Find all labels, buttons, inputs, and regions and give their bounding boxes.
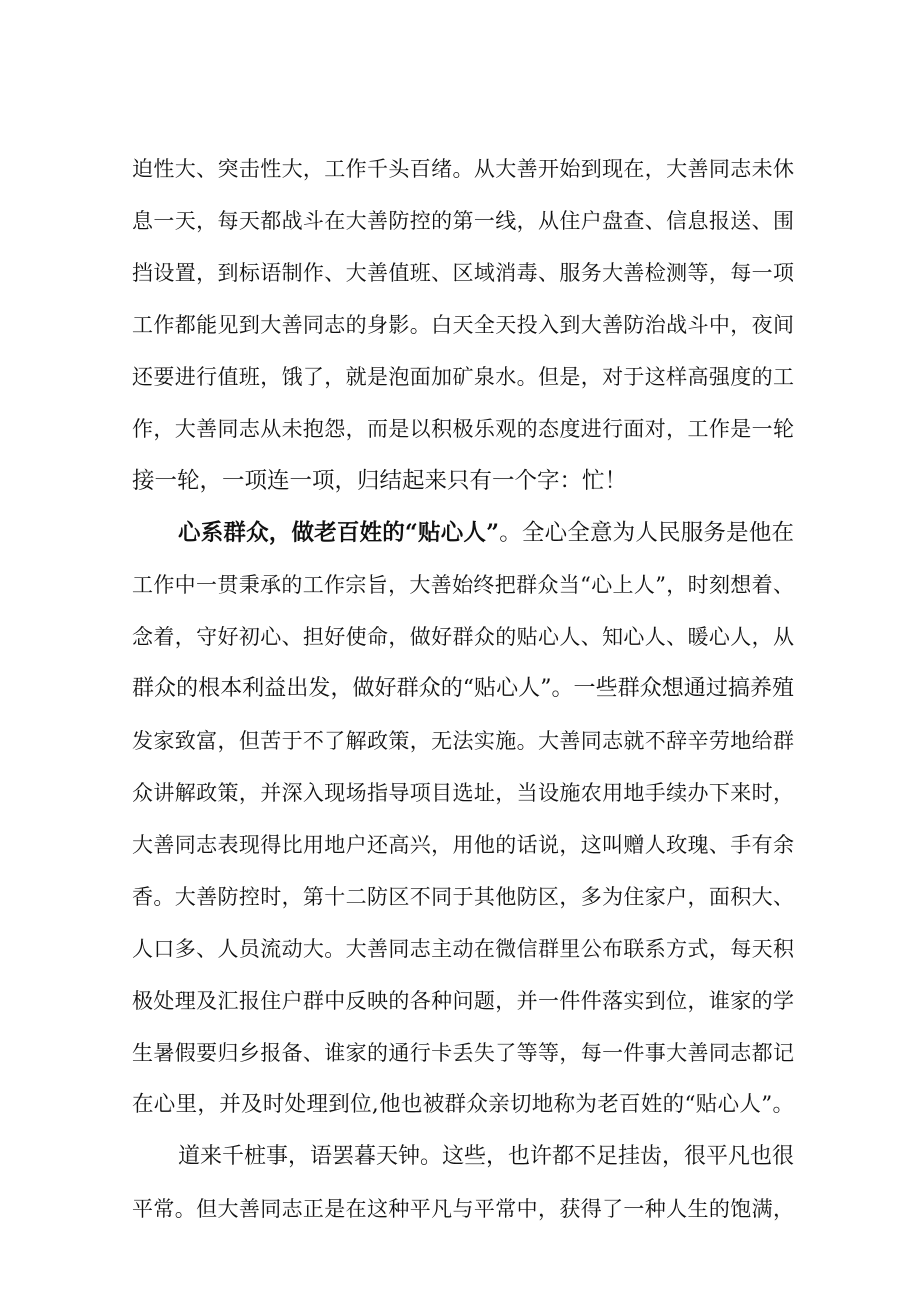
text-line: 平常。但大善同志正是在这种平凡与平常中，获得了一种人生的饱满，	[132, 1197, 794, 1221]
text-line: 众讲解政策，并深入现场指导项目选址，当设施农用地手续办下来时，	[132, 781, 794, 805]
text-line: 大善同志表现得比用地户还高兴，用他的话说，这叫赠人玫瑰、手有余	[132, 833, 794, 857]
text-line: 还要进行值班，饿了，就是泡面加矿泉水。但是，对于这样高强度的工	[132, 365, 794, 389]
text-line: 接一轮，一项连一项，归结起来只有一个字：忙！	[132, 468, 628, 494]
paragraph-first-line	[178, 513, 794, 553]
text-line: 挡设置，到标语制作、大善值班、区域消毒、服务大善检测等，每一项	[132, 261, 794, 285]
text-line: 作，大善同志从未抱怨，而是以积极乐观的态度进行面对，工作是一轮	[132, 417, 794, 441]
text-line: 工作都能见到大善同志的身影。白天全天投入到大善防治战斗中，夜间	[132, 313, 794, 337]
text-line: 在心里，并及时处理到位,他也被群众亲切地称为老百姓的“贴心人”。	[132, 1092, 794, 1117]
text-line: 群众的根本利益出发，做好群众的“贴心人”。一些群众想通过搞养殖	[132, 676, 794, 701]
text-line: 香。大善防控时，第十二防区不同于其他防区，多为住家户，面积大、	[132, 885, 794, 909]
text-line: 人口多、人员流动大。大善同志主动在微信群里公布联系方式，每天积	[132, 937, 794, 961]
text-span: 。全心全意为人民服务是他在	[499, 520, 794, 546]
text-line: 极处理及汇报住户群中反映的各种问题，并一件件落实到位，谁家的学	[132, 989, 794, 1013]
section-heading: 心系群众，做老百姓的“贴心人”	[178, 520, 500, 546]
text-line: 发家致富，但苦于不了解政策，无法实施。大善同志就不辞辛劳地给群	[132, 729, 794, 753]
text-line: 工作中一贯秉承的工作宗旨，大善始终把群众当“心上人”，时刻想着、	[132, 573, 794, 597]
text-line: 迫性大、突击性大，工作千头百绪。从大善开始到现在，大善同志未休	[132, 157, 794, 181]
text-line: 念着，守好初心、担好使命，做好群众的贴心人、知心人、暖心人，从	[132, 625, 794, 649]
text-line: 息一天，每天都战斗在大善防控的第一线，从住户盘查、信息报送、围	[132, 209, 794, 233]
paragraph-first-line: 道来千桩事，语罢暮天钟。这些，也许都不足挂齿，很平凡也很	[178, 1144, 795, 1169]
text-line: 生暑假要归乡报备、谁家的通行卡丢失了等等，每一件事大善同志都记	[132, 1041, 794, 1065]
